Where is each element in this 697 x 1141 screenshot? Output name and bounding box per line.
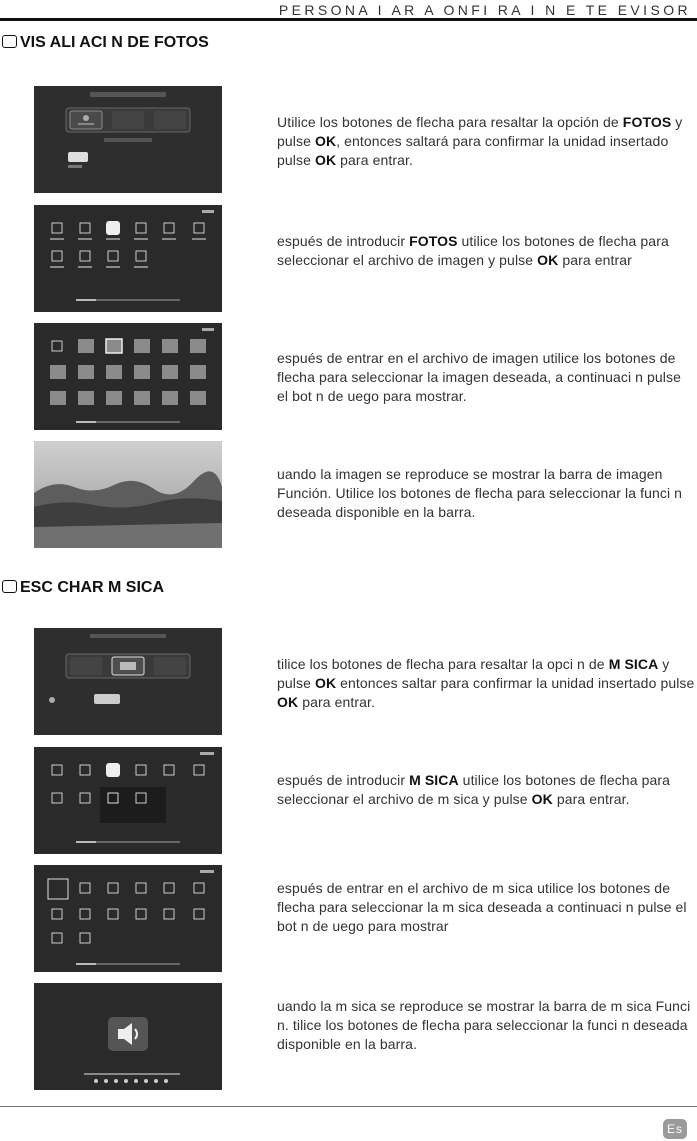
music-step2-screenshot bbox=[34, 747, 222, 854]
photos-step4-text: uando la imagen se reproduce se mostrar la barra de imagen Función. Utilice los botones de flecha para seleccionar la funci n deseada disponible en la barra. bbox=[277, 466, 683, 520]
photos-step3-text: espués de entrar en el archivo de imagen utilice los botones de flecha para seleccionar la imagen deseada, a continuaci n pulse el bot n de uego para mostrar. bbox=[277, 350, 682, 404]
page-header bbox=[0, 0, 697, 22]
photos-step1-screenshot bbox=[34, 86, 222, 193]
music-step4-screenshot bbox=[34, 983, 222, 1090]
photos-step3-screenshot bbox=[34, 323, 222, 430]
footer-rule bbox=[0, 1106, 697, 1107]
header-rule bbox=[0, 18, 697, 21]
music-step3-screenshot bbox=[34, 865, 222, 972]
photos-step2-screenshot bbox=[34, 205, 222, 312]
section-bullet-icon bbox=[2, 580, 17, 593]
music-heading-text: ESC CHAR M SICA bbox=[20, 579, 165, 596]
photos-heading-text: VIS ALI ACI N DE FOTOS bbox=[20, 34, 209, 51]
music-step2-text: espués de introducir M SICA utilice los botones de flecha para seleccionar el archivo de m sica y pulse OK para entrar. bbox=[277, 772, 670, 807]
photos-section-heading bbox=[2, 34, 209, 52]
photos-step1-text: Utilice los botones de flecha para resaltar la opción de FOTOS y pulse OK, entonces saltará para confirmar la unidad insertado pulse OK para entrar. bbox=[277, 114, 683, 168]
photos-step2-text: espués de introducir FOTOS utilice los botones de flecha para seleccionar el archivo de imagen y pulse OK para entrar bbox=[277, 233, 669, 268]
music-step4-text: uando la m sica se reproduce se mostrar la barra de m sica Funci n. tilice los botones de flecha para seleccionar la funci n deseada disponible en la barra. bbox=[277, 998, 691, 1052]
language-badge: Es bbox=[663, 1119, 687, 1139]
music-step3-text: espués de entrar en el archivo de m sica utilice los botones de flecha para seleccionar la m sica deseada a continuaci n pulse el bot n de uego para mostrar bbox=[277, 880, 687, 934]
header-title: PERSONA I AR A ONFI RA I N E TE EVISOR bbox=[278, 2, 691, 18]
section-bullet-icon bbox=[2, 35, 17, 48]
photos-step4-screenshot bbox=[34, 441, 222, 548]
music-step1-text: tilice los botones de flecha para resaltar la opci n de M SICA y pulse OK entonces saltar para confirmar la unidad insertado pulse OK para entrar. bbox=[277, 656, 695, 710]
music-step1-screenshot bbox=[34, 628, 222, 735]
music-section-heading bbox=[2, 579, 164, 597]
